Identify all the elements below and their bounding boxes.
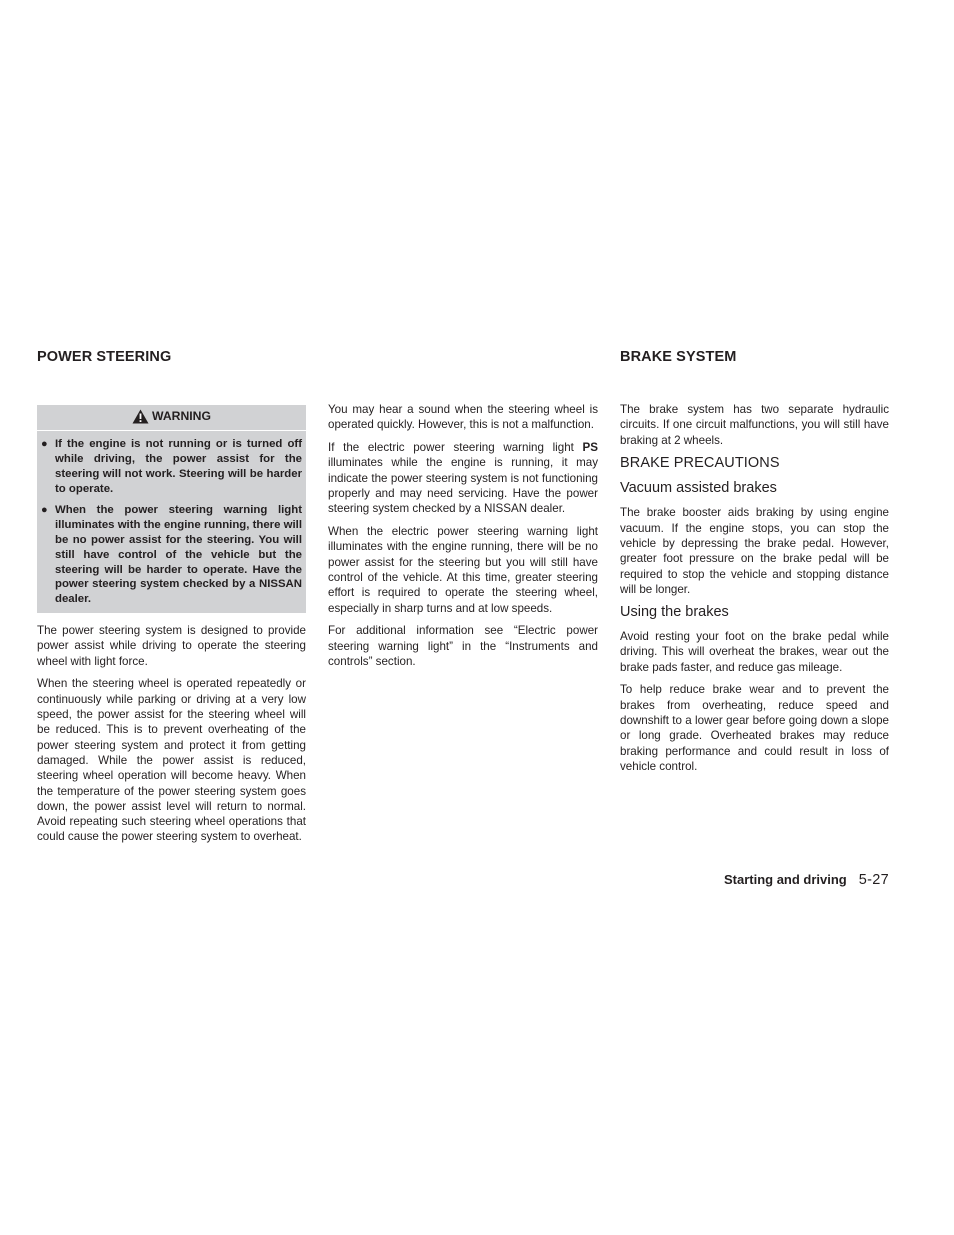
brake-system-heading: BRAKE SYSTEM [620, 349, 737, 365]
bullet-icon: ● [41, 438, 48, 451]
power-steering-heading: POWER STEERING [37, 349, 172, 365]
warning-label: WARNING [152, 409, 211, 423]
warning-list [41, 437, 302, 607]
warning-item-text: If the engine is not running or is turned off while driving, the power assist for the steering will not work. Steering will be harder to operate. [55, 438, 302, 495]
paragraph: For additional information see “Electric power steering warning light” in the “Instruments and controls” section. [328, 624, 598, 668]
paragraph: Avoid resting your foot on the brake pedal while driving. This will overheat the brakes, wear out the brake pads faster, and reduce gas mileage. [620, 630, 889, 674]
warning-box [37, 405, 306, 613]
ps-warning-symbol: PS [582, 441, 598, 455]
paragraph: The brake system has two separate hydraulic circuits. If one circuit malfunctions, you will still have braking at 2 wheels. [620, 403, 889, 447]
text-span: illuminates while the engine is running, it may indicate the power steering system is not functioning properly and may need servicing. Have the power steering system checked by a NISSAN dealer. [328, 456, 598, 516]
paragraph: To help reduce brake wear and to prevent the brakes from overheating, reduce speed and downshift to a lower gear before going down a slope or long grade. Overheated brakes may reduce braking performance and could result in loss of vehicle control. [620, 683, 889, 773]
using-the-brakes-heading: Using the brakes [620, 603, 729, 620]
paragraph: The power steering system is designed to provide power assist while driving to operate the steering wheel with light force. [37, 624, 306, 668]
page-footer [724, 872, 889, 888]
warning-title [37, 409, 306, 431]
brake-precautions-heading: BRAKE PRECAUTIONS [620, 454, 780, 471]
paragraph: When the steering wheel is operated repeatedly or continuously while parking or driving at a very low speed, the power assist for the steering wheel will be reduced. This is to prevent overheating of the power steering system and protect it from getting damaged. While the power assist is reduced, steering wheel operation will become heavy. When the temperature of the power steering system goes down, the power assist level will return to normal. Avoid repeating such steering wheel operations that could cause the power steering system to overheat. [37, 677, 306, 844]
column-2 [328, 402, 598, 677]
warning-item [41, 437, 302, 496]
footer-section-title: Starting and driving [723, 872, 847, 887]
warning-triangle-icon [132, 409, 149, 424]
column-3 [620, 402, 889, 782]
paragraph: When the electric power steering warning light illuminates with the engine running, there will be no power assist for the steering but you will still have control of the vehicle. At this time, greater steering effort is required to operate the steering wheel, especially in sharp turns and at low speeds. [328, 525, 598, 615]
bullet-icon: ● [41, 504, 48, 517]
vacuum-assisted-brakes-heading: Vacuum assisted brakes [620, 480, 777, 497]
paragraph-ps-light [328, 440, 598, 516]
paragraph: You may hear a sound when the steering wheel is operated quickly. However, this is not a malfunction. [328, 403, 598, 432]
warning-item-text: When the power steering warning light illuminates with the engine running, there will be no power assist for the steering. You will still have control of the vehicle but the steering will be harder to operate. Have the power steering system checked by a NISSAN dealer. [55, 504, 302, 606]
paragraph: The brake booster aids braking by using engine vacuum. If the engine stops, you can stop the vehicle by depressing the brake pedal. However, greater foot pressure on the brake pedal will be required to stop the vehicle and stopping distance will be longer. [620, 506, 889, 596]
warning-item [41, 503, 302, 607]
page-number: 5-27 [858, 872, 889, 888]
text-span: If the electric power steering warning light [328, 441, 583, 455]
column-1 [37, 405, 306, 852]
